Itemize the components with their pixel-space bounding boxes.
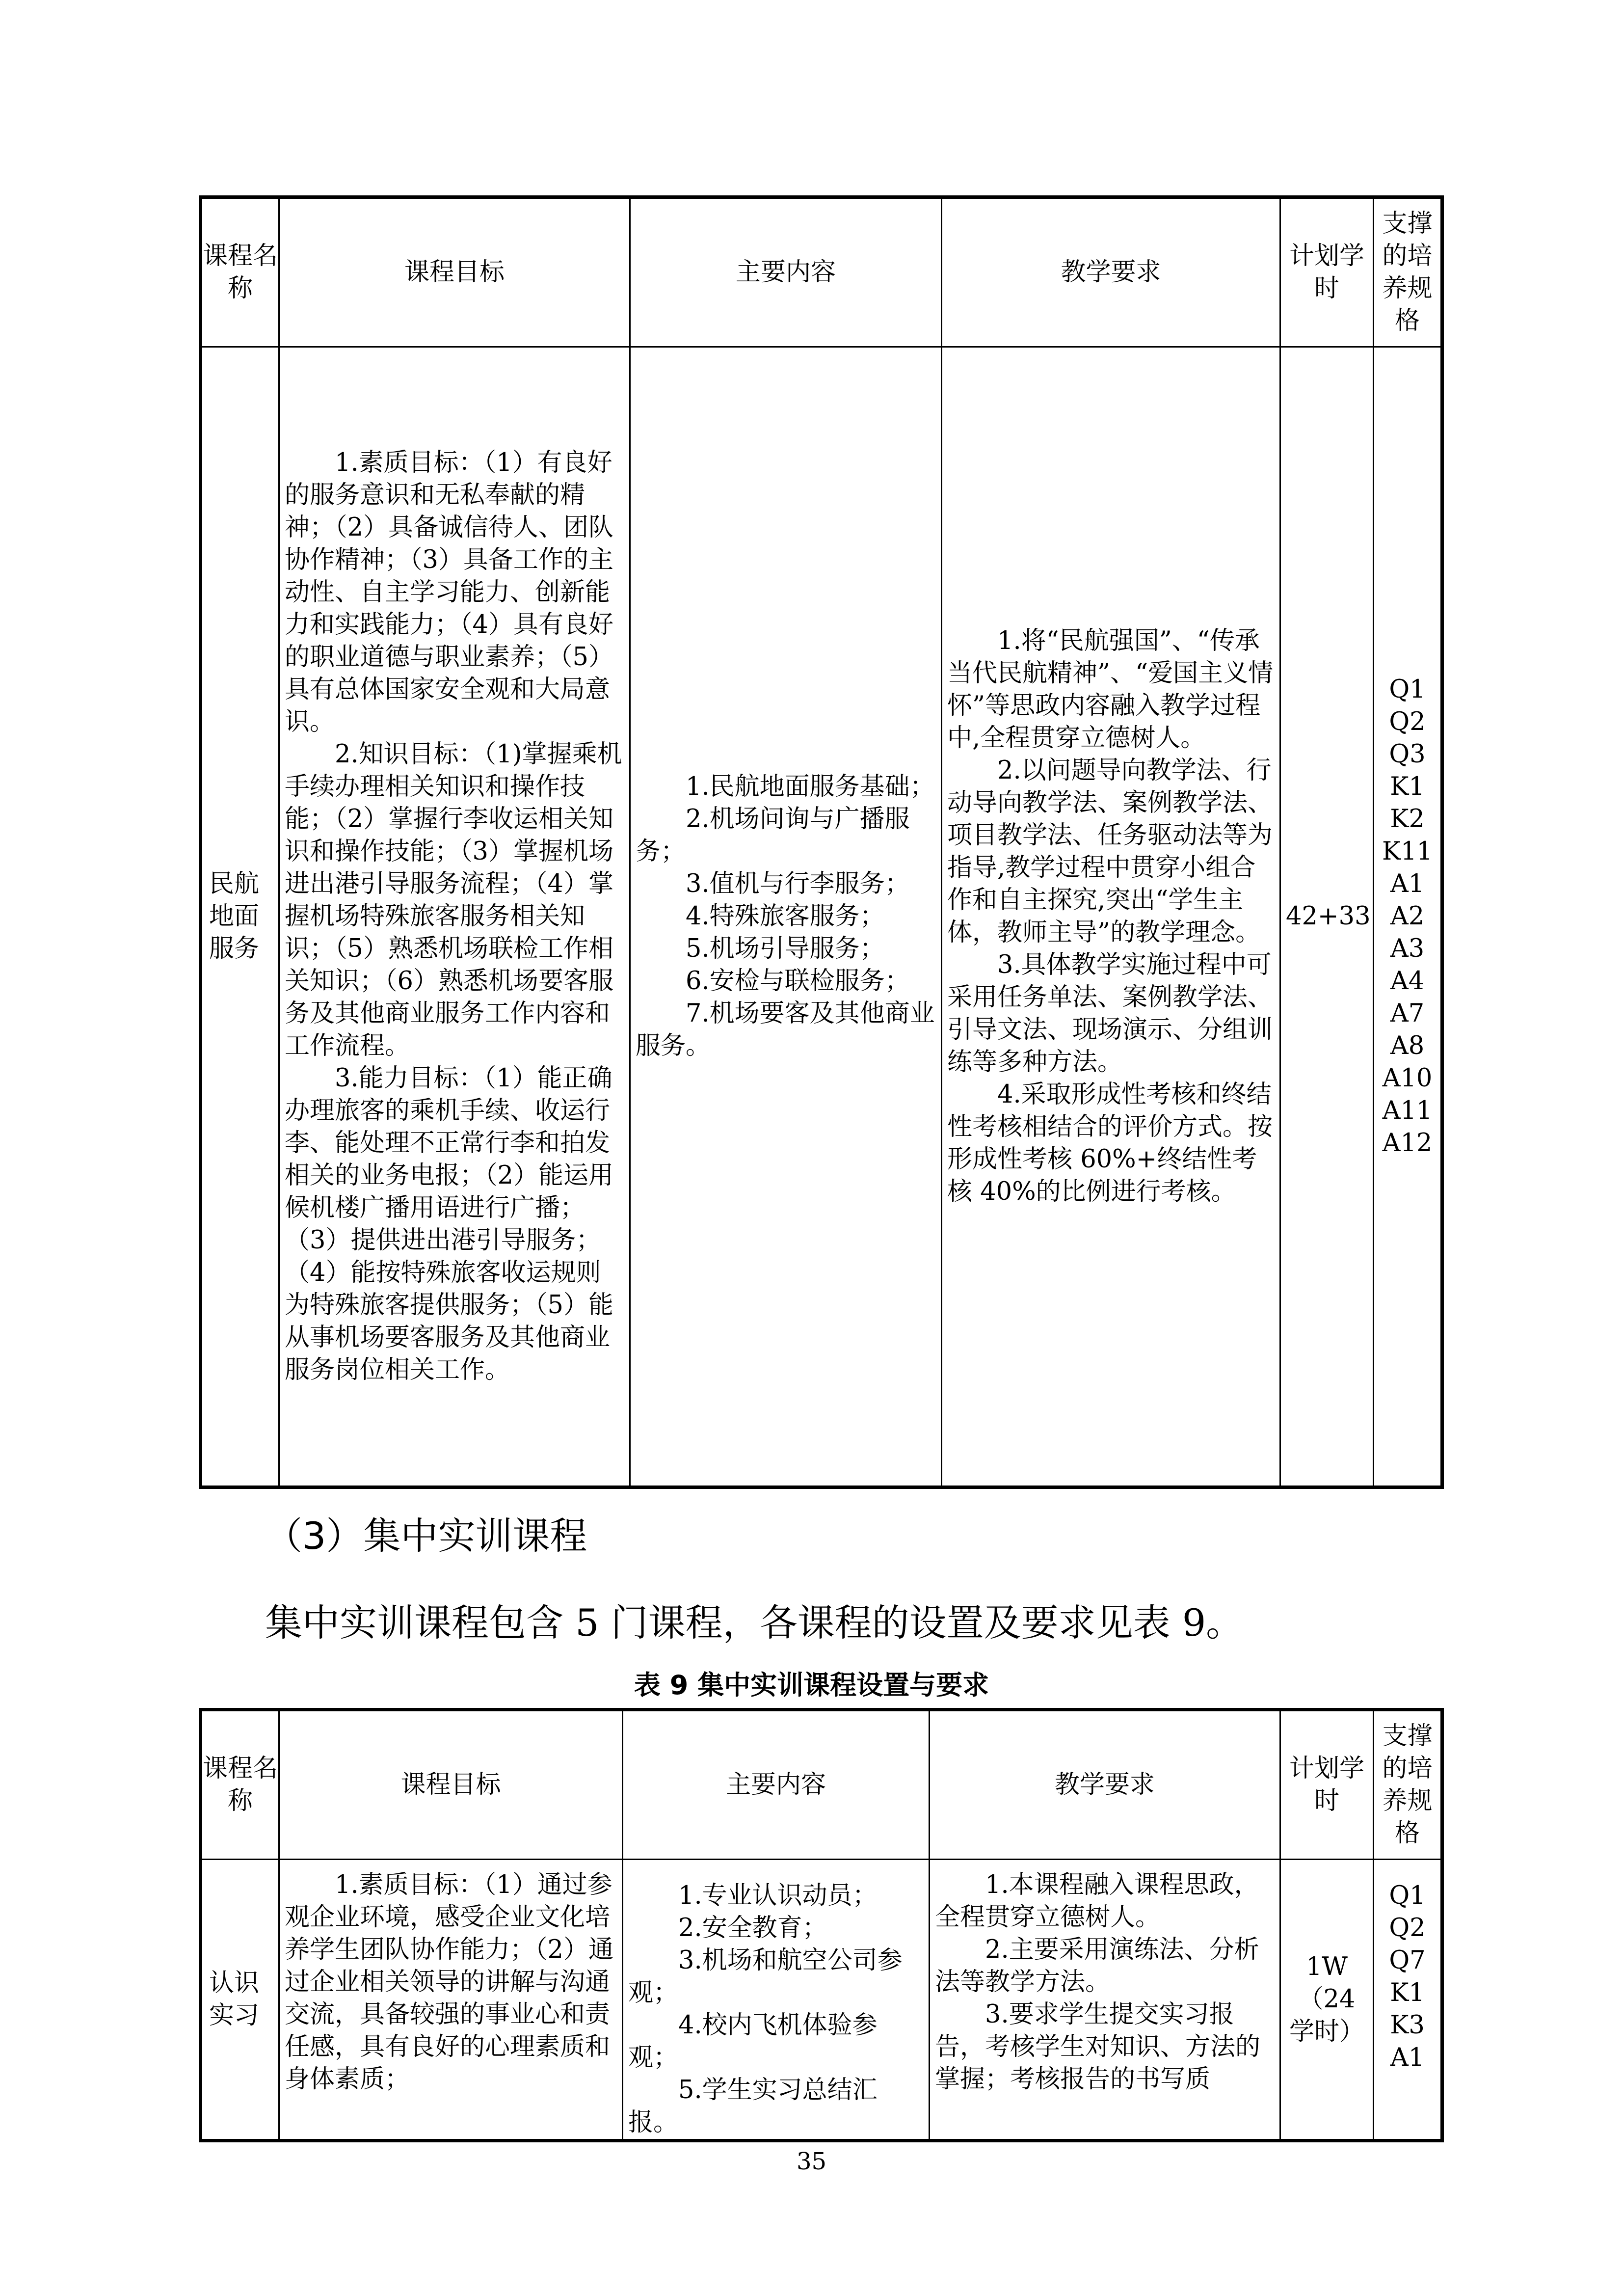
support-code: K1 (1390, 1978, 1425, 2007)
requirement-paragraph: 4.采取形成性考核和终结性考核相结合的评价方式。按形成性考核 60%+终结性考核 40%的比例进行考核。 (947, 1080, 1273, 1206)
header-content: 主要内容 (630, 197, 942, 347)
content-item: 2.安全教育； (678, 1914, 827, 1943)
support-code: K3 (1390, 2011, 1425, 2040)
support-code: K1 (1390, 772, 1425, 801)
header-hours: 计划学时 (1280, 197, 1374, 347)
content-item: 5.机场引导服务； (686, 934, 885, 963)
support-code: A1 (1390, 2043, 1425, 2072)
content-cell (623, 1860, 930, 2141)
objective-paragraph: 3.能力目标：（1）能正确办理旅客的乘机手续、收运行李、能处理不正常行李和拍发相关的业务电报；（2）能运用候机楼广播用语进行广播；（3）提供进出港引导服务；（4）能按特殊旅客收运规则为特殊旅客提供服务；（5）能从事机场要客服务及其他商业服务岗位相关工作。 (285, 1064, 613, 1384)
table-row (201, 1860, 1442, 2141)
requirement-paragraph: 2.主要采用演练法、分析法等教学方法。 (935, 1935, 1259, 1997)
header-course-name: 课程名称 (201, 1710, 279, 1860)
content-item: 1.专业认识动员； (678, 1881, 878, 1910)
support-code: K11 (1382, 837, 1433, 866)
support-code: Q2 (1389, 1914, 1426, 1943)
header-support: 支撑的培养规格 (1374, 1710, 1442, 1860)
content-item: 2.机场问询与广播服务； (636, 805, 910, 866)
objective-paragraph: 1.素质目标：（1）通过参观企业环境，感受企业文化培养学生团队协作能力；（2）通过企业相关领导的讲解与沟通交流，具备较强的事业心和责任感，具有良好的心理素质和身体素质； (285, 1870, 613, 2094)
course-table-continued (199, 195, 1444, 1489)
content-item: 6.安检与联检服务； (686, 967, 910, 996)
header-support: 支撑的培养规格 (1374, 197, 1442, 347)
support-code: Q2 (1389, 707, 1426, 736)
training-course-table (199, 1708, 1444, 2142)
content-item: 5.学生实习总结汇报。 (628, 2076, 878, 2137)
table-caption: 表 9 集中实训课程设置与要求 (634, 1670, 989, 1701)
content-item: 1.民航地面服务基础； (686, 772, 935, 801)
section-paragraph: 集中实训课程包含 5 门课程，各课程的设置及要求见表 9。 (265, 1601, 1244, 1645)
header-objectives: 课程目标 (279, 197, 630, 347)
header-content: 主要内容 (623, 1710, 930, 1860)
requirement-paragraph: 1.本课程融入课程思政，全程贯穿立德树人。 (935, 1870, 1259, 1932)
requirement-paragraph: 2.以问题导向教学法、行动导向教学法、案例教学法、项目教学法、任务驱动法等为指导,教学过程中贯穿小组合作和自主探究,突出“学生主体，教师主导”的教学理念。 (947, 756, 1273, 947)
requirements-cell (930, 1860, 1280, 2141)
header-course-name: 课程名称 (201, 197, 279, 347)
objective-paragraph: 1.素质目标：（1）有良好的服务意识和无私奉献的精神；（2）具备诚信待人、团队协作精神；（3）具备工作的主动性、自主学习能力、创新能力和实践能力；（4）具有良好的职业道德与职业素养；（5）具有总体国家安全观和大局意识。 (285, 448, 613, 736)
support-code: A1 (1390, 869, 1425, 898)
content-item: 7.机场要客及其他商业服务。 (636, 999, 935, 1060)
requirement-paragraph: 3.具体教学实施过程中可采用任务单法、案例教学法、引导文法、现场演示、分组训练等多种方法。 (947, 950, 1273, 1077)
requirement-paragraph: 3.要求学生提交实习报告，考核学生对知识、方法的掌握；考核报告的书写质 (935, 2000, 1261, 2094)
content-item: 4.特殊旅客服务； (686, 902, 885, 931)
objectives-cell (279, 1860, 623, 2141)
content-cell (630, 347, 942, 1487)
table-header-row (201, 197, 1442, 347)
header-hours: 计划学时 (1280, 1710, 1374, 1860)
course-name-cell: 民航地面服务 (201, 347, 279, 1487)
section-heading: （3）集中实训课程 (265, 1514, 587, 1558)
requirements-cell (942, 347, 1280, 1487)
course-name-cell: 认识实习 (201, 1860, 279, 2141)
header-requirements: 教学要求 (930, 1710, 1280, 1860)
content-item: 4.校内飞机体验参观； (628, 2011, 878, 2072)
support-code: A12 (1382, 1129, 1433, 1158)
table-row (201, 347, 1442, 1487)
table-header-row (201, 1710, 1442, 1860)
header-objectives: 课程目标 (279, 1710, 623, 1860)
objectives-cell (279, 347, 630, 1487)
content-item: 3.机场和航空公司参观； (628, 1946, 903, 2007)
support-code: Q3 (1389, 740, 1426, 769)
support-code: A3 (1390, 934, 1425, 963)
support-code: Q1 (1389, 675, 1426, 704)
support-cell (1374, 347, 1442, 1487)
support-code: A7 (1390, 999, 1425, 1028)
objective-paragraph: 2.知识目标：（1)掌握乘机手续办理相关知识和操作技能；（2）掌握行李收运相关知识和操作技能；（3）掌握机场进出港引导服务流程；（4）掌握机场特殊旅客服务相关知识；（5）熟悉机场联检工作相关知识；（6）熟悉机场要客服务及其他商业服务工作内容和工作流程。 (285, 740, 622, 1060)
page-number: 35 (796, 2148, 827, 2175)
support-code: A4 (1390, 967, 1425, 996)
content-item: 3.值机与行李服务； (686, 869, 910, 898)
support-code: Q1 (1389, 1881, 1426, 1910)
hours-cell: 1W（24 学时） (1280, 1860, 1374, 2141)
support-code: A11 (1382, 1096, 1433, 1125)
support-cell (1374, 1860, 1442, 2141)
support-code: K2 (1390, 805, 1425, 834)
support-code: A10 (1382, 1064, 1433, 1093)
header-requirements: 教学要求 (942, 197, 1280, 347)
support-code: A2 (1390, 902, 1425, 931)
support-code: Q7 (1389, 1946, 1426, 1975)
requirement-paragraph: 1.将“民航强国”、“传承当代民航精神”、“爱国主义情怀”等思政内容融入教学过程中,全程贯穿立德树人。 (947, 626, 1274, 753)
hours-cell: 42+33 (1280, 347, 1374, 1487)
support-code: A8 (1390, 1031, 1425, 1060)
